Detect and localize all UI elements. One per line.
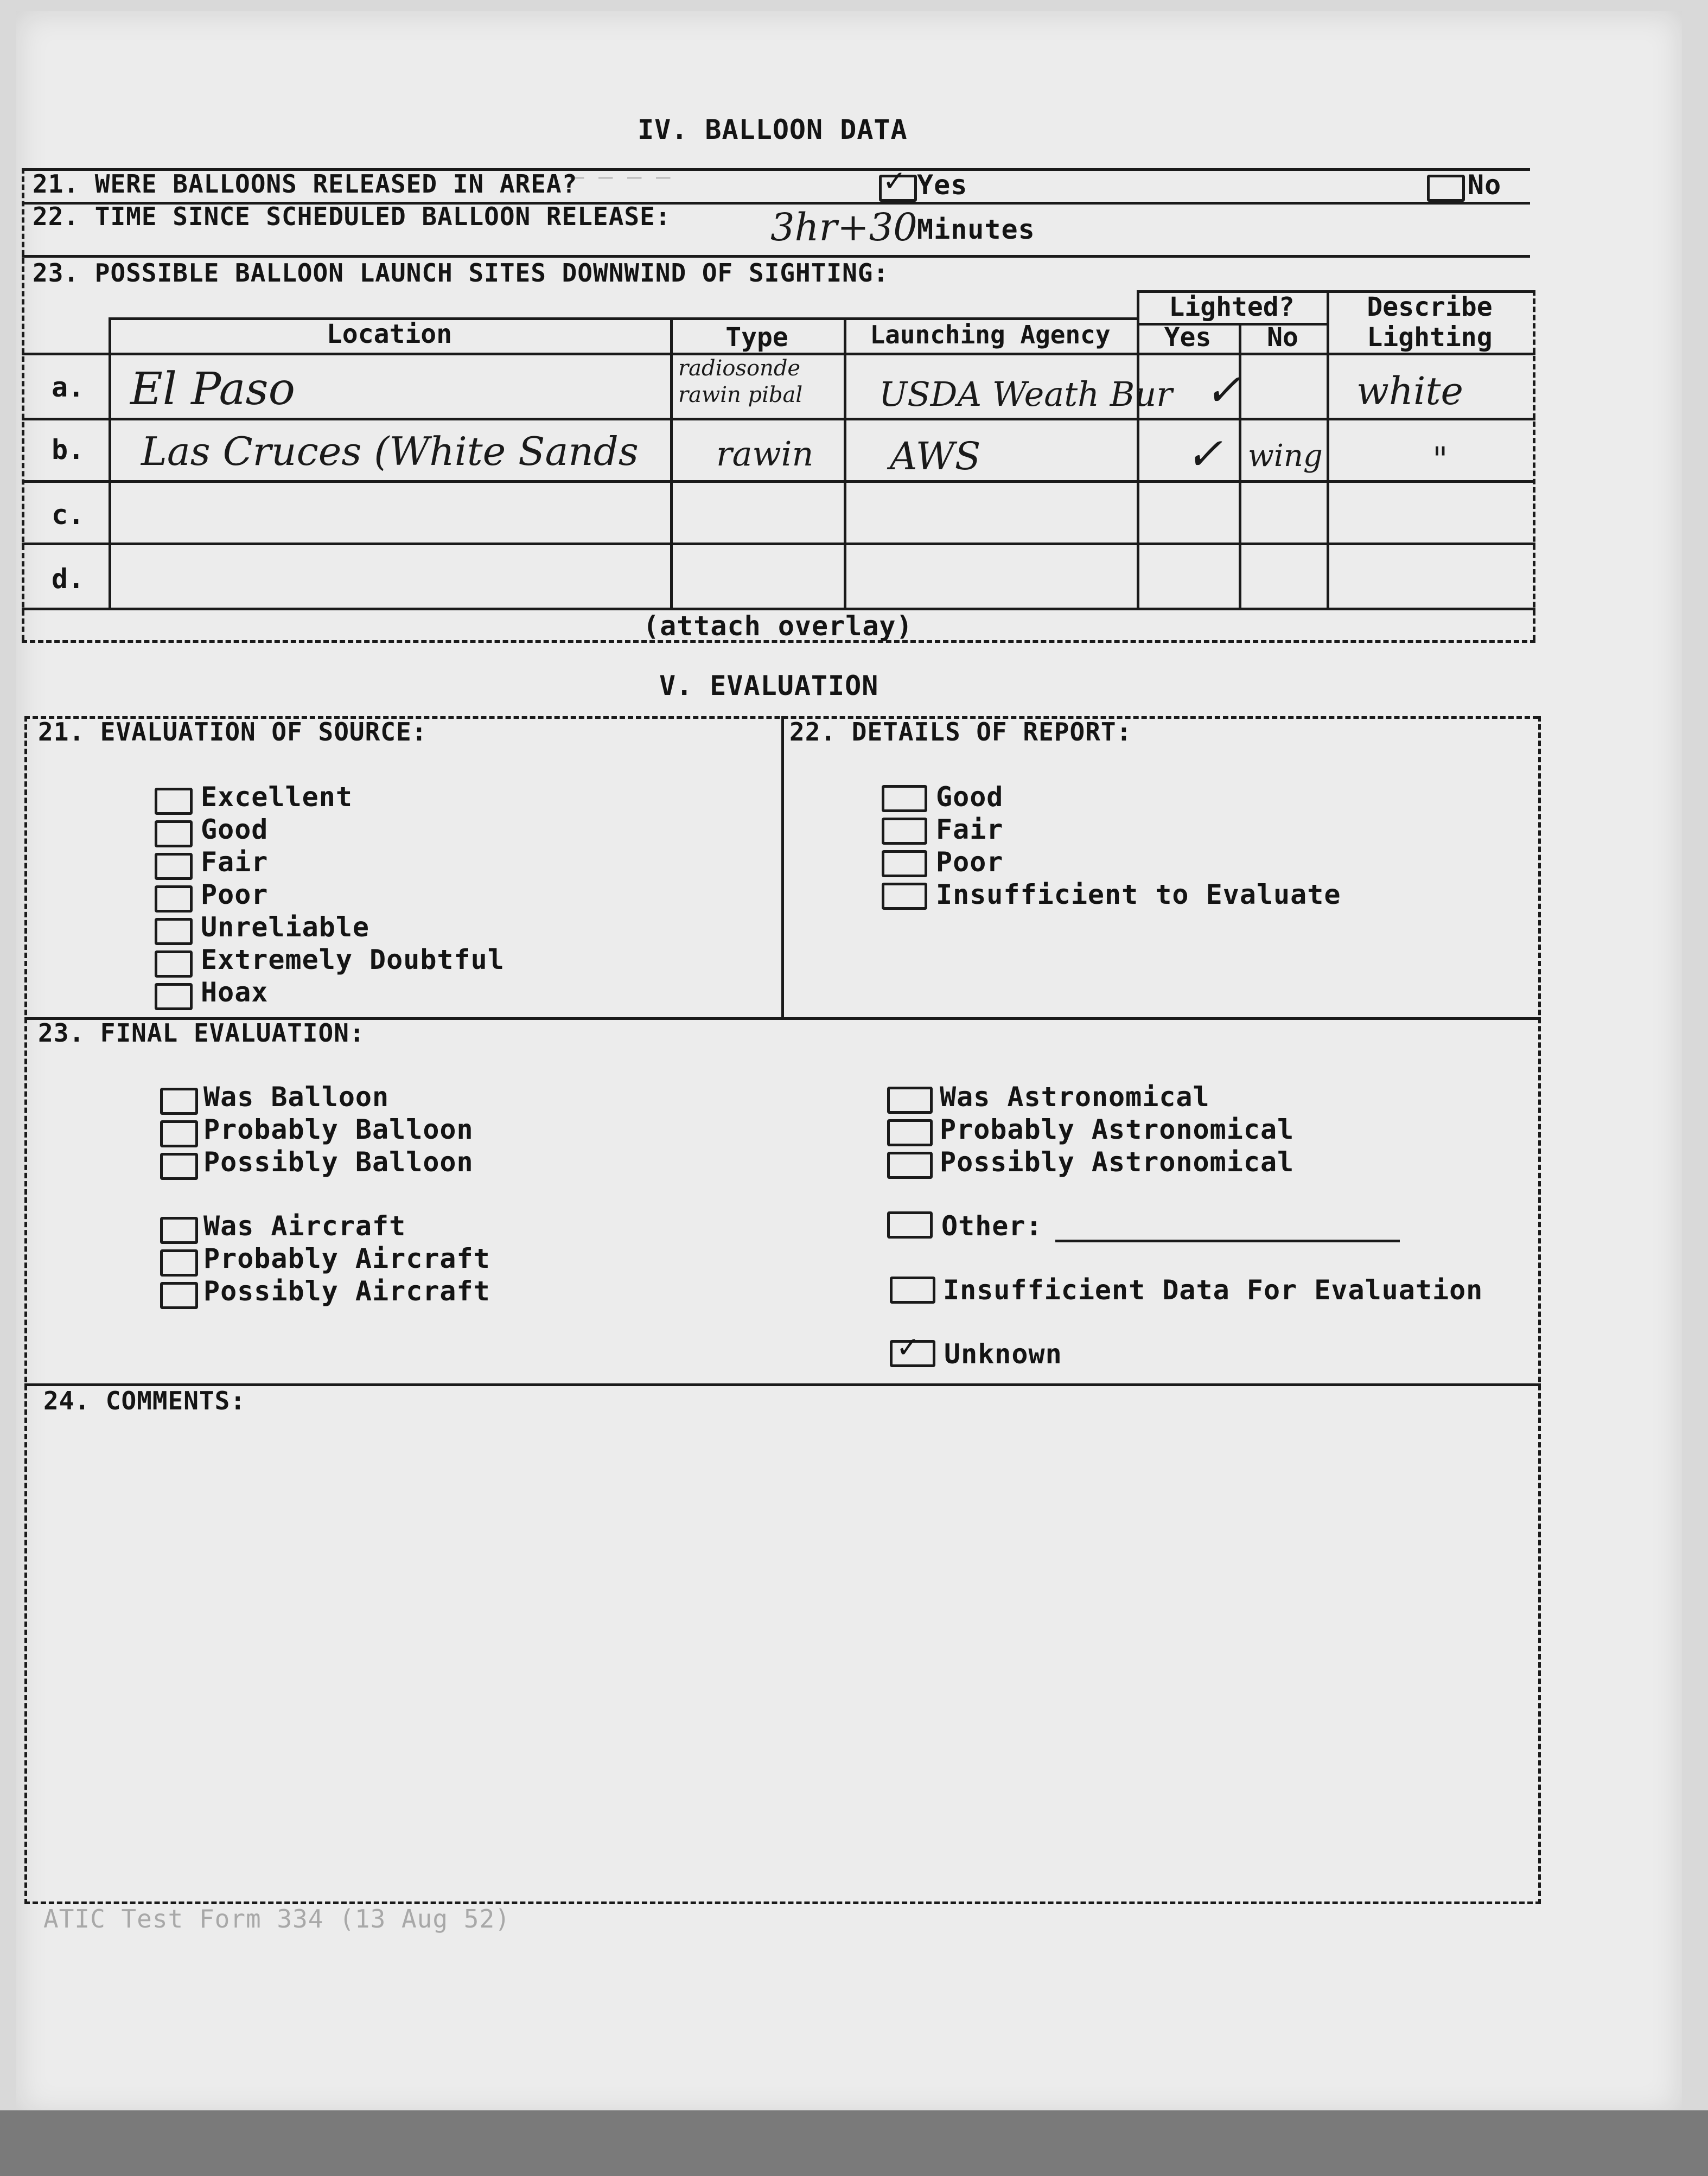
row-lighting: " (1432, 439, 1448, 479)
astro-option-label: Probably Astronomical (940, 1114, 1295, 1145)
row-letter: b. (52, 434, 85, 465)
col-header-location: Location (326, 319, 453, 349)
q21-yes-label: Yes (917, 169, 968, 201)
table-header-rule (22, 353, 1535, 355)
table-row-rule (22, 480, 1535, 483)
row-lighted-no: wing (1248, 438, 1323, 474)
source-option-label: Poor (201, 879, 269, 910)
was-astronomical-checkbox[interactable] (887, 1087, 933, 1114)
was-balloon-checkbox[interactable] (160, 1088, 198, 1115)
aircraft-option-label: Probably Aircraft (203, 1243, 490, 1274)
source-unreliable-checkbox[interactable] (155, 918, 193, 945)
source-eval-label: 21. EVALUATION OF SOURCE: (38, 717, 428, 746)
source-option-label: Extremely Doubtful (201, 944, 505, 975)
col-divider (781, 716, 784, 1017)
row-letter: a. (52, 372, 85, 403)
row-lighted-yes: ✓ (1186, 429, 1223, 480)
col-divider (109, 317, 111, 608)
report-insufficient-checkbox[interactable] (882, 883, 927, 910)
table-row-rule (22, 543, 1535, 545)
source-option-label: Good (201, 814, 269, 845)
table-row-rule (22, 418, 1535, 420)
possibly-balloon-checkbox[interactable] (160, 1153, 198, 1180)
source-option-label: Excellent (201, 781, 353, 813)
source-fair-checkbox[interactable] (155, 853, 193, 880)
q23-label: 23. POSSIBLE BALLOON LAUNCH SITES DOWNWIND OF SIGHTING: (33, 258, 889, 288)
q22-handwritten-value: 3hr+30 (770, 205, 917, 250)
q22-label: 22. TIME SINCE SCHEDULED BALLOON RELEASE: (33, 202, 671, 231)
q21-no-label: No (1468, 169, 1502, 201)
source-option-label: Unreliable (201, 911, 370, 943)
col-divider (844, 317, 846, 608)
row-lighting: white (1356, 369, 1463, 413)
rule (22, 255, 1530, 258)
balloon-option-label: Probably Balloon (203, 1114, 474, 1145)
astro-option-label: Possibly Astronomical (940, 1146, 1295, 1178)
report-option-label: Fair (936, 814, 1004, 845)
probably-astronomical-checkbox[interactable] (887, 1119, 933, 1146)
other-checkbox[interactable] (887, 1211, 933, 1239)
source-excellent-checkbox[interactable] (155, 788, 193, 815)
report-details-label: 22. DETAILS OF REPORT: (789, 717, 1132, 746)
left-border (22, 168, 24, 640)
col-header-lighted-no: No (1267, 322, 1298, 353)
col-header-type: Type (725, 322, 788, 353)
q22-unit: Minutes (917, 214, 1035, 245)
source-option-label: Fair (201, 846, 269, 878)
report-good-checkbox[interactable] (882, 785, 927, 812)
row-agency: AWS (890, 434, 981, 478)
row-agency: USDA Weath Bur (879, 374, 1172, 414)
astro-option-label: Was Astronomical (940, 1081, 1210, 1113)
probably-aircraft-checkbox[interactable] (160, 1249, 198, 1277)
bleed-through-text: — — — — (570, 163, 671, 190)
source-option-label: Hoax (201, 977, 269, 1008)
left-border (24, 716, 27, 1904)
aircraft-option-label: Was Aircraft (203, 1210, 406, 1242)
row-lighted-yes: ✓ (1204, 365, 1242, 416)
balloon-section-title: IV. BALLOON DATA (638, 114, 908, 145)
scan-border (0, 2110, 1708, 2176)
was-aircraft-checkbox[interactable] (160, 1217, 198, 1244)
col-header-lighting: Lighting (1367, 322, 1493, 353)
source-good-checkbox[interactable] (155, 820, 193, 847)
other-label: Other: (941, 1210, 1043, 1242)
checkmark-icon: ✓ (884, 161, 904, 199)
possibly-aircraft-checkbox[interactable] (160, 1282, 198, 1309)
form-id: ATIC Test Form 334 (13 Aug 52) (43, 1904, 511, 1933)
report-poor-checkbox[interactable] (882, 850, 927, 877)
row-type: radiosonde (678, 356, 801, 381)
source-poor-checkbox[interactable] (155, 885, 193, 912)
comments-label: 24. COMMENTS: (43, 1386, 246, 1415)
balloon-option-label: Was Balloon (203, 1081, 390, 1113)
row-type: rawin (716, 434, 814, 474)
q21-no-checkbox[interactable] (1427, 175, 1465, 202)
row-location: Las Cruces (White Sands (141, 429, 639, 474)
insufficient-data-label: Insufficient Data For Evaluation (943, 1274, 1483, 1306)
evaluation-section-title: V. EVALUATION (659, 670, 879, 701)
rule (24, 1383, 1541, 1386)
attach-overlay-note: (attach overlay) (643, 610, 913, 642)
row-letter: d. (52, 563, 85, 595)
right-border (1538, 716, 1541, 1904)
probably-balloon-checkbox[interactable] (160, 1120, 198, 1147)
row-location: El Paso (130, 363, 295, 415)
other-input-line[interactable] (1055, 1240, 1400, 1242)
aircraft-option-label: Possibly Aircraft (203, 1275, 490, 1307)
report-option-label: Insufficient to Evaluate (936, 879, 1341, 910)
report-option-label: Poor (936, 846, 1004, 878)
unknown-label: Unknown (944, 1338, 1062, 1370)
col-divider (670, 317, 673, 608)
balloon-option-label: Possibly Balloon (203, 1146, 474, 1178)
col-header-lighted-yes: Yes (1164, 322, 1212, 353)
row-type-2: rawin pibal (678, 382, 803, 407)
q21-label: 21. WERE BALLOONS RELEASED IN AREA? (33, 169, 578, 199)
row-letter: c. (52, 499, 85, 531)
col-header-agency: Launching Agency (870, 320, 1111, 349)
source-doubtful-checkbox[interactable] (155, 950, 193, 978)
report-fair-checkbox[interactable] (882, 818, 927, 845)
insufficient-data-checkbox[interactable] (890, 1277, 935, 1304)
report-option-label: Good (936, 781, 1004, 813)
col-header-describe: Describe (1367, 292, 1493, 322)
source-hoax-checkbox[interactable] (155, 983, 193, 1010)
final-eval-label: 23. FINAL EVALUATION: (38, 1018, 365, 1048)
possibly-astronomical-checkbox[interactable] (887, 1152, 933, 1179)
col-divider (1533, 290, 1535, 640)
checkmark-icon: ✓ (898, 1328, 918, 1365)
col-header-lighted: Lighted? (1169, 292, 1295, 322)
